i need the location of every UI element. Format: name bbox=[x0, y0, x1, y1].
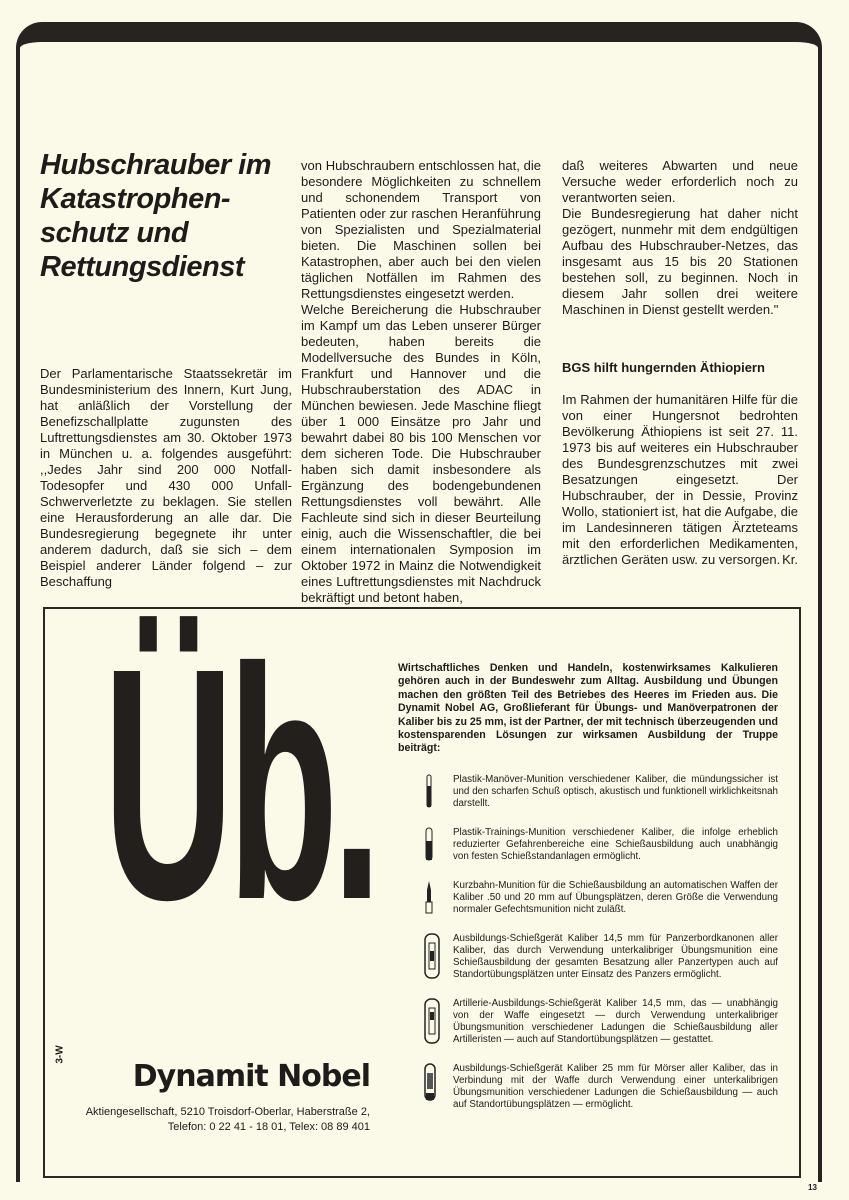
advertisement bbox=[43, 599, 801, 1178]
news-signature: Kr. bbox=[782, 552, 798, 567]
product-description: Artillerie-Ausbildungs-Schießgerät Kaliber 14,5 mm, das — unabhängig von der Waffe eingesetzt — durch Verwendung unterkalibriger Übungsmunition verschiedener Ladungen die Schießausbildung aller Artilleristen — auch auf Standortübungsplätzen — gestattet. bbox=[453, 997, 778, 1045]
article-paragraph: Die Bundesregierung hat daher nicht gezögert, nunmehr mit dem endgültigen Aufbau des Hubschrauber-Netzes, das insgesamt aus 15 bis 20 Stationen bestehen soll, zu beginnen. Noch in diesem Jahr sollen drei weitere Maschinen in Dienst gestellt werden." bbox=[562, 206, 798, 317]
article-paragraph: daß weiteres Abwarten und neue Versuche weder erforderlich noch zu verantworten seien. bbox=[562, 158, 798, 205]
mortar-device-icon bbox=[423, 1063, 437, 1103]
article-title: Hubschrauber im Katastrophenschutz und Rettungsdienst bbox=[40, 149, 271, 283]
ad-intro: Wirtschaftliches Denken und Handeln, kostenwirksames Kalkulieren gehören auch in der Bundeswehr zum Alltag. Ausbildung und Übungen machen den größten Teil des Betriebes des Heeres im Frieden aus. Die Dynamit Nobel AG, Großlieferant für Übungs- und Manöverpatronen der Kaliber bis zu 25 mm, ist der Partner, der mit technisch überzeugenden und kostensparenden Lösungen zur wirksamen Ausbildung der Truppe beiträgt: bbox=[398, 662, 778, 755]
product-description: Plastik-Manöver-Munition verschiedener Kaliber, die mündungssicher ist und den scharfen Schuß optisch, akustisch und funktionell wirklichkeitsnah darstellt. bbox=[453, 773, 778, 809]
training-device-icon bbox=[423, 933, 441, 981]
product-description: Plastik-Trainings-Munition verschiedener Kaliber, die infolge erheblich reduzierter Gefahrenbereiche eine Schießausbildung auch unabhängig von festen Schießstandanlagen ermöglicht. bbox=[453, 826, 778, 862]
product-item bbox=[423, 1063, 778, 1111]
ad-code: 3-W bbox=[54, 1045, 66, 1064]
product-description: Ausbildungs-Schießgerät Kaliber 25 mm für Mörser aller Kaliber, das in Verbindung mit der Waffe durch Verwendung einer unterkalibrigen Übungsmunition verschiedener Ladungen die Schießausbildung — auch auf Standortübungsplätzen — ermöglicht. bbox=[453, 1062, 778, 1110]
product-description: Ausbildungs-Schießgerät Kaliber 14,5 mm für Panzerbordkanonen aller Kaliber, das durch Verwendung unterkalibriger Übungsmunition eine Schießausbildung der gesamten Besatzung aller Panzertypen auch auf Standortübungsplätzen unter Einsatz des Panzers ermöglicht. bbox=[453, 932, 778, 980]
contact-line: Telefon: 0 22 41 - 18 01, Telex: 08 89 401 bbox=[167, 1121, 370, 1133]
company-address bbox=[65, 1105, 370, 1135]
product-item bbox=[423, 827, 778, 863]
product-item bbox=[423, 933, 778, 981]
product-description: Kurzbahn-Munition für die Schießausbildung an automatischen Waffen der Kaliber .50 und 20 mm auf Übungsplätzen, deren Größe die Verwendung normaler Gefechtsmunition nicht zuläßt. bbox=[453, 879, 778, 915]
product-item bbox=[423, 998, 778, 1046]
news-body bbox=[562, 392, 798, 568]
ad-headline: Üb. bbox=[103, 599, 376, 968]
article-paragraph: Der Parlamentarische Staatssekretär im Bundesministerium des Innern, Kurt Jung, hat anläßlich der Vorstellung der Benefizschallplatte zugunsten des Luftrettungsdienstes am 30. Oktober 1973 in München u. a. folgendes ausgeführt: ,,Jedes Jahr sind 200 000 Notfall-Todesopfer und 430 000 Unfall-Schwerverletzte zu beklagen. Sie stellen eine Herausforderung an alle dar. Die Bundesregierung begegnete ihr unter anderem dadurch, daß sie sich – dem Beispiel anderer Länder folgend – zur Beschaffung bbox=[40, 366, 292, 589]
page-number: 13 bbox=[808, 1183, 817, 1192]
artillery-device-icon bbox=[423, 998, 441, 1046]
news-body-text: Im Rahmen der humanitären Hilfe für die von einer Hungersnot bedrohten Bevölkerung Äthiopiens ist seit 27. 11. 1973 bis auf weiteres ein Hubschrauber des Bundesgrenzschutzes mit zwei Besatzungen eingesetzt. Der Hubschrauber, der in Dessie, Provinz Wollo, stationiert ist, hat die Aufgabe, die im Landesinneren tätigen Ärzteteams mit den erforderlichen Medikamenten, ärztlichen Geräten usw. zu versorgen. bbox=[562, 392, 798, 567]
address-line: Aktiengesellschaft, 5210 Troisdorf-Oberlar, Haberstraße 2, bbox=[85, 1106, 370, 1118]
product-list bbox=[423, 774, 778, 1111]
news-heading: BGS hilft hungernden Äthiopiern bbox=[562, 360, 765, 375]
cartridge-icon bbox=[423, 774, 435, 808]
article-column-2 bbox=[301, 158, 541, 606]
article-column-3 bbox=[562, 158, 798, 568]
company-logo: Dynamit Nobel bbox=[132, 1059, 370, 1094]
product-item bbox=[423, 774, 778, 810]
ad-copy bbox=[398, 662, 778, 1128]
product-item bbox=[423, 880, 778, 916]
article-column-1 bbox=[40, 366, 292, 590]
cartridge-icon bbox=[423, 827, 435, 861]
article-paragraph: von Hubschraubern entschlossen hat, die besondere Möglichkeiten zu schnellem und schonendem Transport von Patienten oder zur raschen Heranführung von Spezialisten und Spezialmaterial bieten. Die Maschinen sollen bei Katastrophen, aber auch bei den vielen täglichen Notfällen im Rahmen des Rettungsdienstes eingesetzt werden. bbox=[301, 158, 541, 301]
article-paragraph: Welche Bereicherung die Hubschrauber im Kampf um das Leben unserer Bürger bedeuten, haben bereits die Modellversuche des Bundes in Köln, Frankfurt und Hannover und die Hubschrauberstation des ADAC in München bewiesen. Jede Maschine fliegt über 1 000 Einsätze pro Jahr und bewahrt dabei 80 bis 100 Menschen vor dem sicheren Tode. Die Hubschrauber haben sich damit insbesondere als Ergänzung des bodengebundenen Rettungsdienstes voll bewährt. Alle Fachleute sind sich in dieser Beurteilung einig, auch die Wissenschaftler, die bei einem internationalen Symposion im Oktober 1972 in Mainz die Notwendigkeit eines Luftrettungsdienstes mit Nachdruck bekräftigt und betont haben, bbox=[301, 302, 541, 605]
short-range-round-icon bbox=[423, 880, 435, 914]
